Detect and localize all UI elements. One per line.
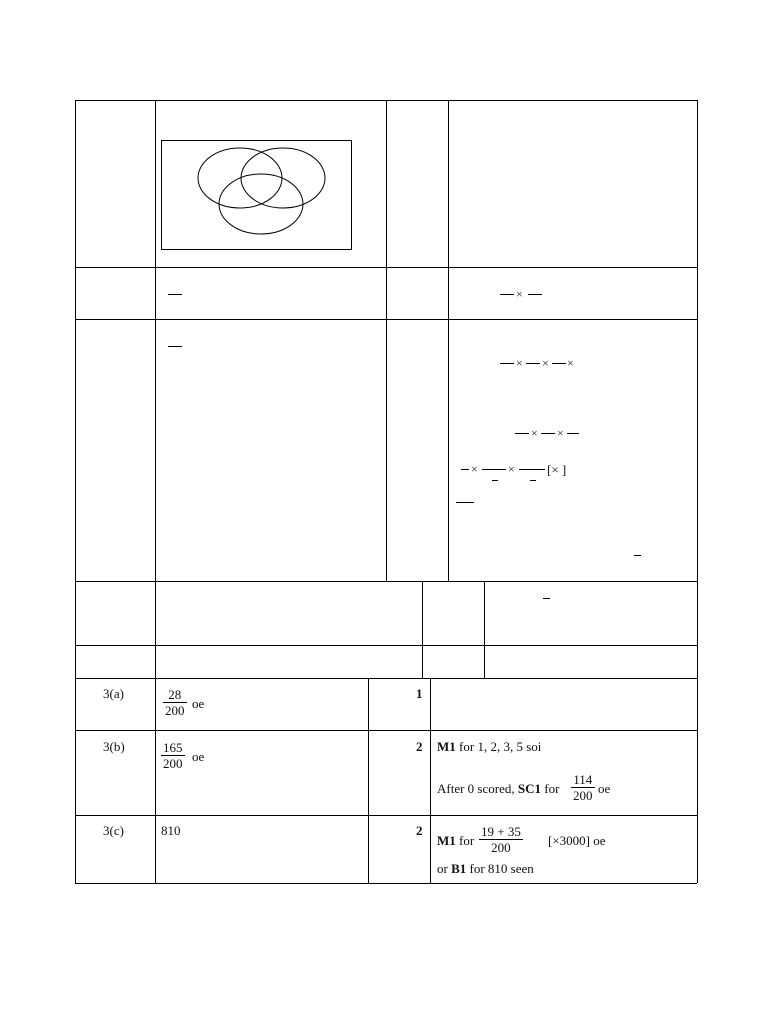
fraction-numerator: 165 (163, 740, 183, 755)
partial-marks-m1 (437, 833, 474, 848)
fraction-bar (456, 502, 474, 503)
fraction-bar (515, 433, 529, 434)
fraction-bar (482, 469, 506, 470)
fraction-bar (541, 433, 555, 434)
sc-prefix: After 0 scored, (437, 781, 518, 796)
fraction-bar (500, 294, 514, 295)
times-symbol: × (531, 426, 538, 440)
fraction-denominator: 200 (573, 788, 593, 803)
fraction-bar (552, 363, 566, 364)
fraction-denominator: 200 (491, 840, 511, 855)
times-symbol: × (516, 356, 523, 370)
times-symbol: × (567, 356, 574, 370)
answer-value: 810 (161, 823, 181, 838)
fraction-denominator: 200 (165, 703, 185, 718)
answer-fraction (163, 687, 187, 718)
fraction-bar (526, 363, 540, 364)
answer-fraction (161, 740, 185, 771)
sc1-suffix: oe (598, 781, 611, 796)
sc-for: for (540, 781, 560, 796)
b1-text: for 810 seen (466, 861, 534, 876)
fraction-bar (461, 469, 469, 470)
venn-universal-set (162, 141, 352, 250)
fraction-bar (492, 480, 498, 481)
b1-label: B1 (451, 861, 467, 876)
fraction-bar (567, 433, 579, 434)
question-number: 3(b) (103, 739, 125, 754)
times-symbol: × (516, 287, 523, 301)
answer-suffix: oe (192, 749, 205, 764)
times-symbol: × (508, 462, 515, 476)
partial-marks-b1 (437, 861, 534, 876)
fraction-bar (500, 363, 514, 364)
m1-fraction (479, 824, 523, 855)
m1-suffix: [×3000] oe (548, 833, 606, 848)
m1-label: M1 (437, 833, 456, 848)
b1-prefix: or (437, 861, 452, 876)
marks-value: 1 (416, 686, 423, 701)
sc1-label: SC1 (517, 781, 541, 796)
times-symbol: × (471, 462, 478, 476)
marks-value: 2 (416, 739, 423, 754)
question-number: 3(c) (103, 823, 124, 838)
fraction-bar (528, 294, 542, 295)
bracket-times: [× ] (547, 462, 567, 477)
times-symbol: × (557, 426, 564, 440)
fraction-bar (519, 469, 545, 470)
sc1-fraction (571, 772, 595, 803)
question-number: 3(a) (103, 686, 124, 701)
marks-value: 2 (416, 823, 423, 838)
fraction-numerator: 28 (168, 687, 182, 702)
fraction-numerator: 114 (573, 772, 593, 787)
fraction-numerator: 19 + 35 (481, 824, 521, 839)
m1-text: for 1, 2, 3, 5 soi (455, 739, 542, 754)
fraction-bar (168, 346, 182, 347)
m1-label: M1 (437, 739, 456, 754)
fraction-bar (543, 598, 550, 599)
m1-for: for (455, 833, 475, 848)
fraction-bar (530, 480, 536, 481)
times-symbol: × (542, 356, 549, 370)
fraction-bar (634, 555, 641, 556)
fraction-denominator: 200 (163, 756, 183, 771)
partial-marks-m1 (437, 739, 541, 754)
answer-suffix: oe (192, 696, 205, 711)
fraction-bar (168, 294, 182, 295)
partial-marks-sc1 (437, 781, 559, 796)
